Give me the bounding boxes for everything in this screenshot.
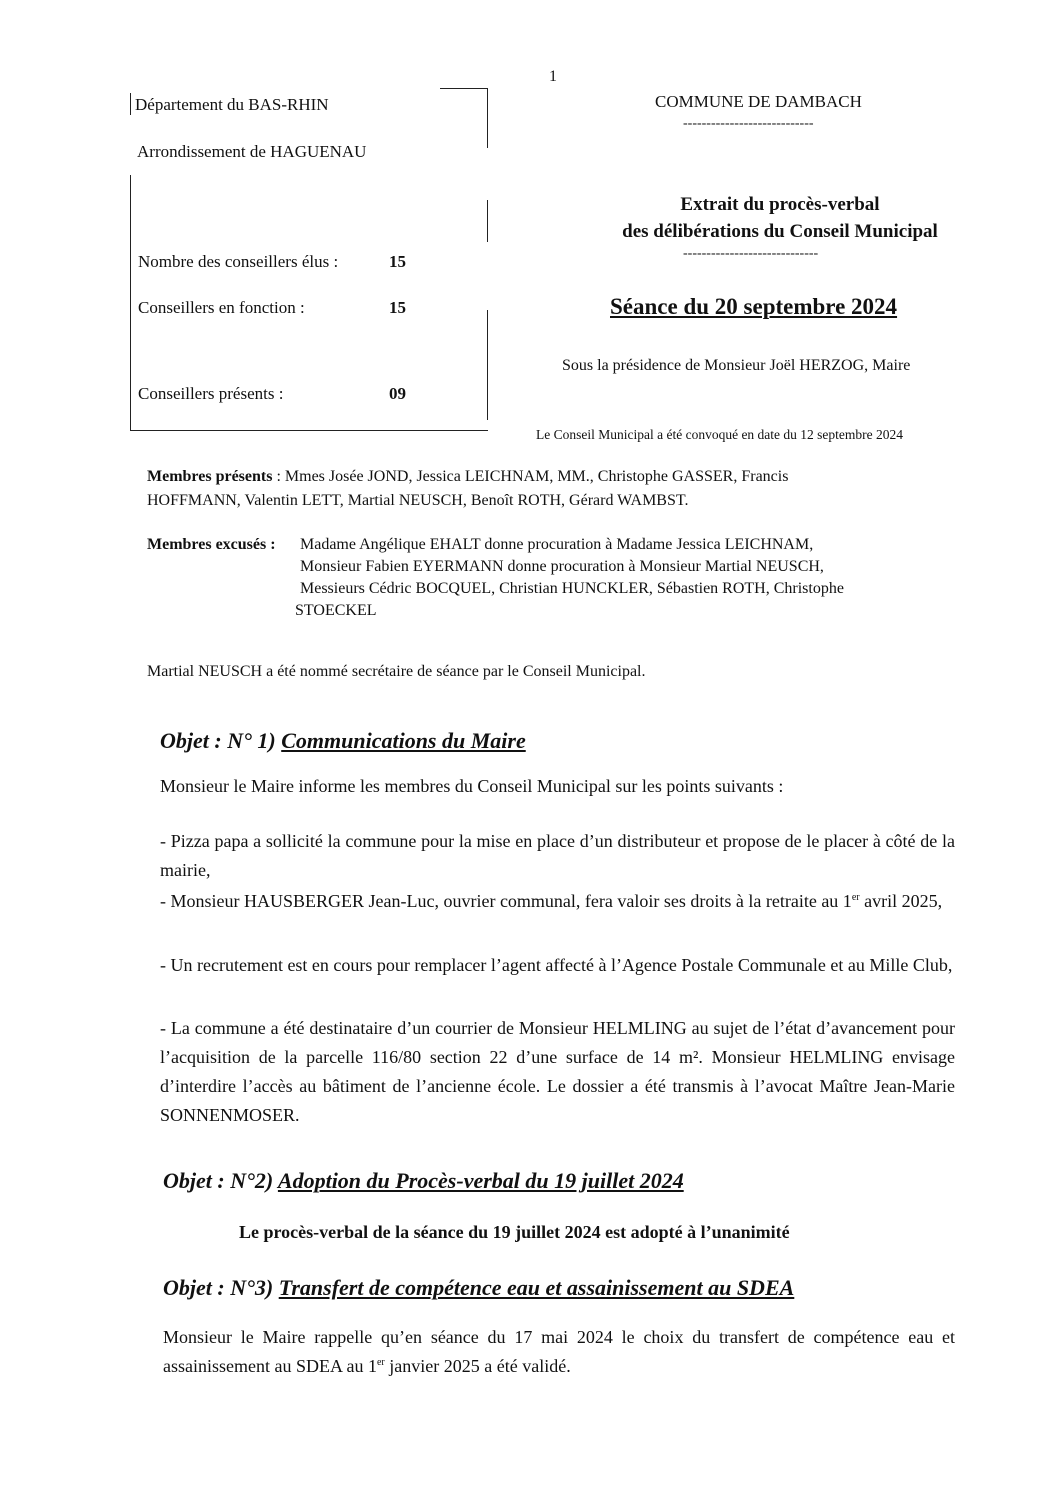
objet3-title: Transfert de compétence eau et assainissement au SDEA: [278, 1275, 795, 1300]
elus-label: Nombre des conseillers élus :: [138, 252, 339, 271]
extrait-title-line1: Extrait du procès-verbal: [680, 194, 880, 215]
fonction-value: 15: [389, 298, 406, 317]
objet1-title: Communications du Maire: [281, 728, 526, 753]
convocation-date: Le Conseil Municipal a été convoqué en date du 12 septembre 2024: [536, 427, 904, 442]
departement-label: Département du BAS-RHIN: [135, 95, 329, 114]
membres-presents-line1: Membres présents : Mmes Josée JOND, Jessica LEICHNAM, MM., Christophe GASSER, Francis: [147, 468, 789, 485]
membres-excuses-line4: STOECKEL: [295, 602, 377, 619]
presents-value: 09: [389, 384, 406, 403]
secretaire-seance: Martial NEUSCH a été nommé secrétaire de séance par le Conseil Municipal.: [147, 663, 646, 680]
objet1-item4: - La commune a été destinataire d’un courrier de Monsieur HELMLING au sujet de l’état d’avancement pour l’acquisition de la parcelle 116/80 section 22 d’une surface de 14 m². Monsieur HELMLING envisage d’interdire l’accès au bâtiment de l’ancienne école. Le dossier a été transmis à l’avocat Maître Jean-Marie SONNENMOSER.: [160, 1018, 955, 1125]
objet3-text: Monsieur le Maire rappelle qu’en séance du 17 mai 2024 le choix du transfert de compétence eau et assainissement au SDEA au 1er janvier 2025 a été validé.: [163, 1327, 955, 1376]
objet2-decision: Le procès-verbal de la séance du 19 juillet 2024 est adopté à l’unanimité: [239, 1222, 790, 1242]
membres-excuses-line1: Madame Angélique EHALT donne procuration à Madame Jessica LEICHNAM,: [300, 536, 814, 553]
membres-presents-label: Membres présents: [147, 468, 273, 485]
presidence: Sous la présidence de Monsieur Joël HERZOG, Maire: [562, 357, 911, 374]
extrait-title-line2: des délibérations du Conseil Municipal: [622, 221, 938, 242]
fonction-label: Conseillers en fonction :: [138, 298, 305, 317]
objet1-intro: Monsieur le Maire informe les membres du Conseil Municipal sur les points suivants :: [160, 776, 784, 796]
header-divider-2: -----------------------------: [683, 246, 819, 261]
presents-label: Conseillers présents :: [138, 384, 284, 403]
membres-excuses-line3: Messieurs Cédric BOCQUEL, Christian HUNCKLER, Sébastien ROTH, Christophe: [300, 580, 844, 597]
objet1-item3: - Un recrutement est en cours pour remplacer l’agent affecté à l’Agence Postale Communale et au Mille Club,: [160, 955, 953, 975]
membres-excuses-line2: Monsieur Fabien EYERMANN donne procuration à Monsieur Martial NEUSCH,: [300, 558, 824, 575]
objet1-item1: - Pizza papa a sollicité la commune pour la mise en place d’un distributeur et propose de le placer à côté de la mairie,: [160, 831, 955, 880]
elus-value: 15: [389, 252, 406, 271]
header-divider: ----------------------------: [683, 116, 814, 131]
seance-date: Séance du 20 septembre 2024: [610, 294, 898, 319]
page-number: 1: [549, 68, 557, 85]
membres-presents-line2: HOFFMANN, Valentin LETT, Martial NEUSCH, Benoît ROTH, Gérard WAMBST.: [147, 492, 689, 509]
objet1-item2: - Monsieur HAUSBERGER Jean-Luc, ouvrier communal, fera valoir ses droits à la retraite au 1er avril 2025,: [160, 891, 943, 911]
commune-name: COMMUNE DE DAMBACH: [655, 92, 862, 111]
arrondissement-label: Arrondissement de HAGUENAU: [137, 142, 367, 161]
objet2-title: Adoption du Procès-verbal du 19 juillet 2024: [277, 1168, 684, 1193]
objet3-heading: Objet : N°3) Transfert de compétence eau et assainissement au SDEA: [163, 1275, 795, 1300]
objet1-heading: Objet : N° 1) Communications du Maire: [160, 728, 526, 753]
membres-excuses-label: Membres excusés :: [147, 536, 276, 553]
objet2-heading: Objet : N°2) Adoption du Procès-verbal du 19 juillet 2024: [163, 1168, 684, 1193]
